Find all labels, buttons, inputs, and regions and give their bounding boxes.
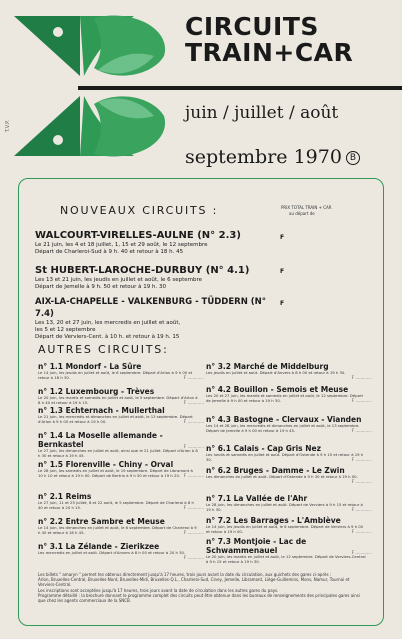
circuit-description: Le 28 juin, les dimanches en juillet et août. Départ de Verviers à 9 h 15 et retour à 19 h 30.: [206, 502, 363, 512]
autres-heading: AUTRES CIRCUITS:: [38, 343, 169, 356]
circuit-name: n° 7.3 Montjoie - Lac de Schwammenauel: [206, 537, 307, 555]
circuit-description: Les lundis et samedis en juillet et août. Départ d'Ostende à 9 h 15 et retour à 19 h 30.: [206, 452, 364, 462]
circuit-name: n° 3.1 La Zélande - Zierikzee: [38, 542, 160, 551]
nouveau-circuit-name: AIX-LA-CHAPELLE - VALKENBURG - TÜDDERN (N° 7.4): [35, 297, 267, 319]
months-line-1: juin / juillet / août: [185, 103, 339, 123]
circuit-price-field: F .............: [183, 419, 204, 424]
circuit-price-field: F .............: [183, 473, 204, 478]
circuit-name: n° 7.1 La Vallée de l'Ahr: [206, 494, 308, 503]
circuit-item: [38, 362, 204, 380]
circuit-description: Les 14 et 28 juin, les mercredis et dimanches en juillet et août, le 13 septembre. Départ de Jemelle à 9 h 00 et retour à 19 h 45.: [206, 423, 360, 433]
circuit-name: n° 1.5 Florenville - Chiny - Orval: [38, 460, 174, 469]
circuit-item: [206, 494, 372, 512]
circuit-item: [206, 537, 372, 564]
circuit-price-field: F .............: [183, 505, 204, 510]
price-f-1: F: [280, 234, 285, 241]
circuit-item: [38, 460, 204, 478]
circuit-name: n° 4.3 Bastogne - Clervaux - Vianden: [206, 415, 362, 424]
nouveaux-heading: NOUVEAUX CIRCUITS :: [60, 204, 219, 217]
circuit-price-field: F .............: [183, 375, 204, 380]
nouveau-circuit-departure: Départ de Charleroi-Sud à 9 h. 40 et retour à 18 h. 45: [35, 249, 184, 255]
circuit-description: Les jeudis en juillet et août. Départ d'Anvers à 8 h 00 et retour à 19 h 30.: [206, 370, 346, 375]
price-heading-line-1: PRIX TOTAL TRAIN + CAR: [281, 205, 332, 210]
months-block: [185, 102, 360, 168]
nouveau-circuit-departure: Départ de Jemelle à 9 h. 50 et retour à 19 h. 30: [35, 284, 166, 290]
nouveau-circuit-dates: Les 13 et 21 juin, les jeudis en juillet et août, le 6 septembre: [35, 277, 203, 283]
nouveau-circuit-name: WALCOURT-VIRELLES-AULNE (N° 2.3): [35, 230, 241, 241]
circuit-description: Le 28 juin, les samedis en juillet et août, le 19 septembre. Départ de Libramont à 10 h 10 et retour à 19 h 00. Départ de Bertrix à 9 h 50 et retour à 19 h 20.: [38, 468, 193, 478]
footer-line-3: Les inscriptions sont acceptées jusqu'à 17 heures, trois jours avant la date de circulation dans les autres gares du pays.: [38, 587, 279, 593]
side-tag: T.V.P.: [5, 120, 11, 133]
nouveau-circuit-dates-2: les 5 et 12 septembre: [35, 327, 96, 333]
horizontal-rule: [78, 86, 402, 90]
circuit-price-field: F .............: [351, 428, 372, 433]
circuit-name: n° 1.4 La Moselle allemande - Bernkastel: [38, 431, 163, 449]
price-heading-line-2: au départ de: [289, 211, 315, 216]
circuit-description: Les 20 et 27 juin, les mardis et samedis en juillet et août, le 12 septembre. Départ de Jemelle à 9 h 00 et retour à 19 h 30.: [206, 393, 363, 403]
nouveau-circuit-3: [35, 296, 275, 341]
circuit-name: n° 3.2 Marché de Middelburg: [206, 362, 329, 371]
circuit-price-field: F .............: [351, 507, 372, 512]
footer-line-1: Les billets " amaryn " permet tes obtenus directement jusqu'à 17 heures, trois jours avant la date du circulation, aux guichets des gares ci-après :: [38, 572, 332, 577]
circuit-item: [206, 516, 372, 534]
circuit-name: n° 6.2 Bruges - Damme - Le Zwin: [206, 466, 345, 475]
circuit-item: [206, 466, 372, 484]
nouveau-circuit-name: St HUBERT-LAROCHE-DURBUY (N° 4.1): [35, 265, 250, 276]
circuit-description: Le 14 juin, les jeudis en juillet et août, le 6 septembre. Départ d'Arlon à 9 h 00 et retour à 18 h 30.: [38, 370, 193, 380]
circuit-price-field: F .............: [351, 457, 372, 462]
price-f-3: F: [280, 300, 285, 307]
nouveau-circuit-1: [35, 230, 275, 256]
nouveau-circuit-dates: Le 21 juin, les 4 et 18 juillet, 1, 15 et 29 août, le 12 septembre: [35, 242, 208, 248]
circuit-description: Le 14 juin, les dimanches en juillet et août, le 6 septembre. Départ de Charleroi à 9 h 40 et retour à 18 h 45.: [38, 525, 197, 535]
circuit-item: [206, 444, 372, 462]
circuit-description: Le 20 juin, les mardis et samedis en juillet et août, le 5 septembre. Départ d'Arlon à 8 h 40 et retour à 19 h 15.: [38, 395, 198, 405]
circuit-item: [38, 517, 204, 535]
circuit-price-field: F .............: [351, 550, 372, 555]
title-line-2: TRAIN+CAR: [185, 38, 354, 67]
circuit-item: [38, 492, 204, 510]
nouveau-circuit-2: [35, 265, 275, 291]
price-heading: [281, 205, 332, 217]
circuit-item: [38, 387, 204, 405]
price-f-2: F: [280, 268, 285, 275]
circuit-name: n° 2.2 Entre Sambre et Meuse: [38, 517, 165, 526]
nouveau-circuit-dates: Les 13, 20 et 27 juin, les mercredis en juillet et août,: [35, 320, 181, 326]
footer-line-4: Programme détaillé : la brochure donnant le programme complet des circuits peut être obtenue dans les bureaux de renseignements des principales gares ainsi que chez les agents commerciaux de la SNCB.: [38, 592, 361, 604]
circuit-description: Les dimanches en juillet et août. Départ d'Ostende à 9 h 30 et retour à 19 h 00.: [206, 474, 358, 479]
title-line-1: CIRCUITS: [185, 12, 319, 41]
circuit-name: n° 1.3 Echternach - Mullerthal: [38, 406, 165, 415]
belgium-badge: B: [346, 151, 360, 165]
circuit-price-field: F .............: [183, 400, 204, 405]
circuit-name: n° 6.1 Calais - Cap Gris Nez: [206, 444, 321, 453]
circuit-description: Le 27 juin, 11 et 25 juillet, 8 et 22 août, le 5 septembre. Départ de Charleroi à 8 h 40 et retour à 20 h 15.: [38, 500, 194, 510]
circuit-description: Le 27 juin, les dimanches en juillet et août, ainsi que le 21 juillet. Départ d'Arlon à 8 h 30 et retour à 19 h 45.: [38, 448, 198, 458]
circuit-price-field: F .............: [183, 444, 204, 449]
months-line-2: [185, 146, 360, 168]
circuit-description: Les mercredis en juillet et août. Départ d'Anvers à 8 h 00 et retour à 20 h 30.: [38, 550, 186, 555]
circuit-price-field: F .............: [351, 398, 372, 403]
circuit-name: n° 1.2 Luxembourg - Trèves: [38, 387, 155, 396]
circuit-item: [38, 542, 204, 560]
circuit-name: n° 1.1 Mondorf - La Sûre: [38, 362, 142, 371]
circuit-description: Le 21 juin, les mercredis et dimanches en juillet et août, le 13 septembre. Départ d'Arlon à 9 h 00 et retour à 19 h 00.: [38, 414, 193, 424]
circuit-price-field: F .............: [351, 479, 372, 484]
circuit-item: [38, 406, 204, 424]
poster-title: [185, 14, 353, 66]
circuit-item: [206, 362, 372, 380]
nouveau-circuit-departure: Départ de Verviers-Cent. à 10 h. et retour à 19 h. 15: [35, 334, 180, 340]
circuit-price-field: F .............: [183, 555, 204, 560]
footer-notes: [38, 572, 368, 603]
footer-line-2: Arlon, Bruxelles-Central, Bruxelles-Nord, Bruxelles-Midi, Bruxelles-Q.L., Charleroi-Sud, Ciney, Jemelle, Libramont, Liège-Guillemins, Mons, Namur, Tournai et Verviers-Central.: [38, 577, 350, 588]
circuit-name: n° 7.2 Les Barrages - L'Amblève: [206, 516, 341, 525]
circuit-name: n° 4.2 Bouillon - Semois et Meuse: [206, 385, 349, 394]
circuit-description: Le 14 juin, les jeudis en juillet et août, le 6 septembre. Départ de Verviers à 9 h 00 et retour à 19 h 00.: [206, 524, 364, 534]
circuit-item: [38, 431, 204, 458]
circuit-item: [206, 415, 372, 433]
circuit-price-field: F .............: [183, 530, 204, 535]
circuit-description: Le 20 juin, les mardis en juillet et août, le 12 septembre. Départ de Verviers-Central à 9 h 15 et retour à 19 h 30.: [206, 554, 366, 564]
circuit-item: [206, 385, 372, 403]
circuit-price-field: F .............: [351, 529, 372, 534]
circuit-name: n° 2.1 Reims: [38, 492, 92, 501]
months-line-2-text: septembre 1970: [185, 146, 342, 168]
circuit-price-field: F .............: [351, 375, 372, 380]
